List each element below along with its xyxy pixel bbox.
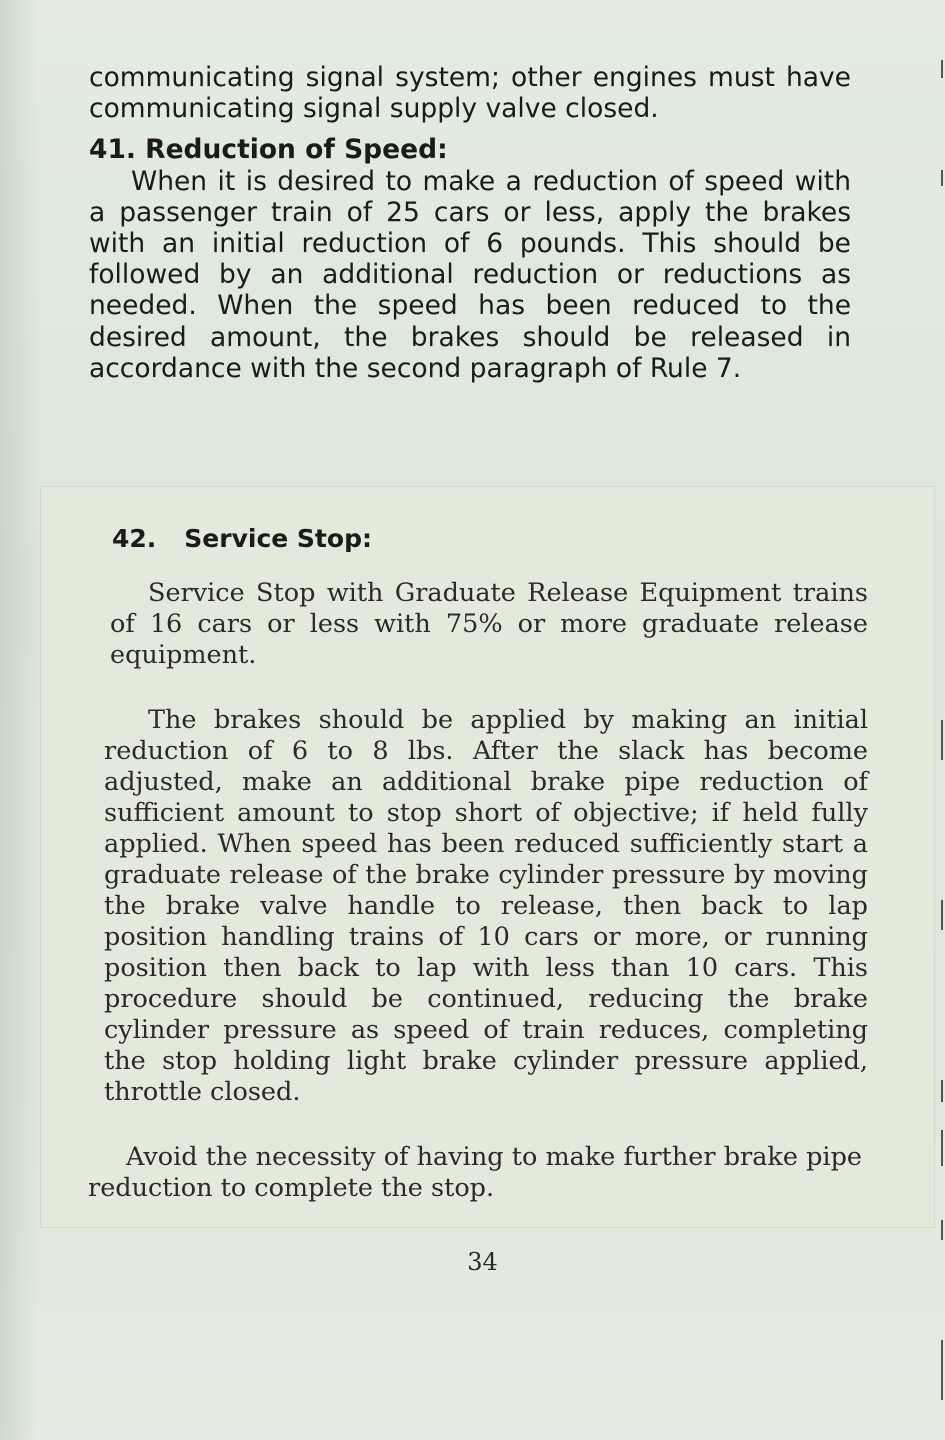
- page-number: 34: [467, 1248, 498, 1276]
- section-42-block: [88, 523, 868, 1204]
- section-41-body: When it is desired to make a reduction of speed with a passenger train of 25 cars or less, apply the brakes with an initial reduction of 6 pounds. This should be followed by an additional reduction or reductions as needed. When the speed has been reduced to the desired amount, the brakes should be released in accordance with the second paragraph of Rule 7.: [89, 165, 851, 384]
- section-42-paragraph: The brakes should be applied by making an initial reduction of 6 to 8 lbs. After the slack has become adjusted, make an additional brake pipe reduction of sufficient amount to stop short of objective; if held fully applied. When speed has been reduced sufficiently start a graduate release of the brake cylinder pressure by moving the brake valve handle to release, then back to lap position handling trains of 10 cars or more, or running position then back to lap with less than 10 cars. This procedure should be continued, reducing the brake cylinder pressure as speed of train reduces, completing the stop holding light brake cylinder pressure applied, throttle closed.: [104, 705, 868, 1107]
- section-42-title: Service Stop:: [184, 524, 372, 553]
- edge-mark: [941, 1340, 943, 1400]
- section-42-number: 42.: [112, 524, 157, 553]
- edge-mark: [941, 170, 943, 186]
- section-42-paragraph: Avoid the necessity of having to make further brake pipe reduction to complete the stop.: [88, 1142, 862, 1203]
- edge-mark: [941, 1080, 943, 1102]
- continuation-paragraph: communicating signal system; other engines must have communicating signal supply valve closed.: [89, 62, 851, 125]
- edge-mark: [941, 1220, 943, 1240]
- edge-mark: [941, 1130, 943, 1166]
- edge-mark: [941, 900, 943, 930]
- page-shadow: [0, 0, 40, 1440]
- upper-text-block: [89, 62, 851, 384]
- edge-mark: [941, 720, 943, 760]
- section-42-heading: [112, 523, 868, 554]
- section-41-heading: 41. Reduction of Speed:: [89, 134, 448, 166]
- edge-mark: [941, 60, 943, 78]
- section-42-paragraph: Service Stop with Graduate Release Equipment trains of 16 cars or less with 75% or more graduate release equipment.: [110, 578, 868, 670]
